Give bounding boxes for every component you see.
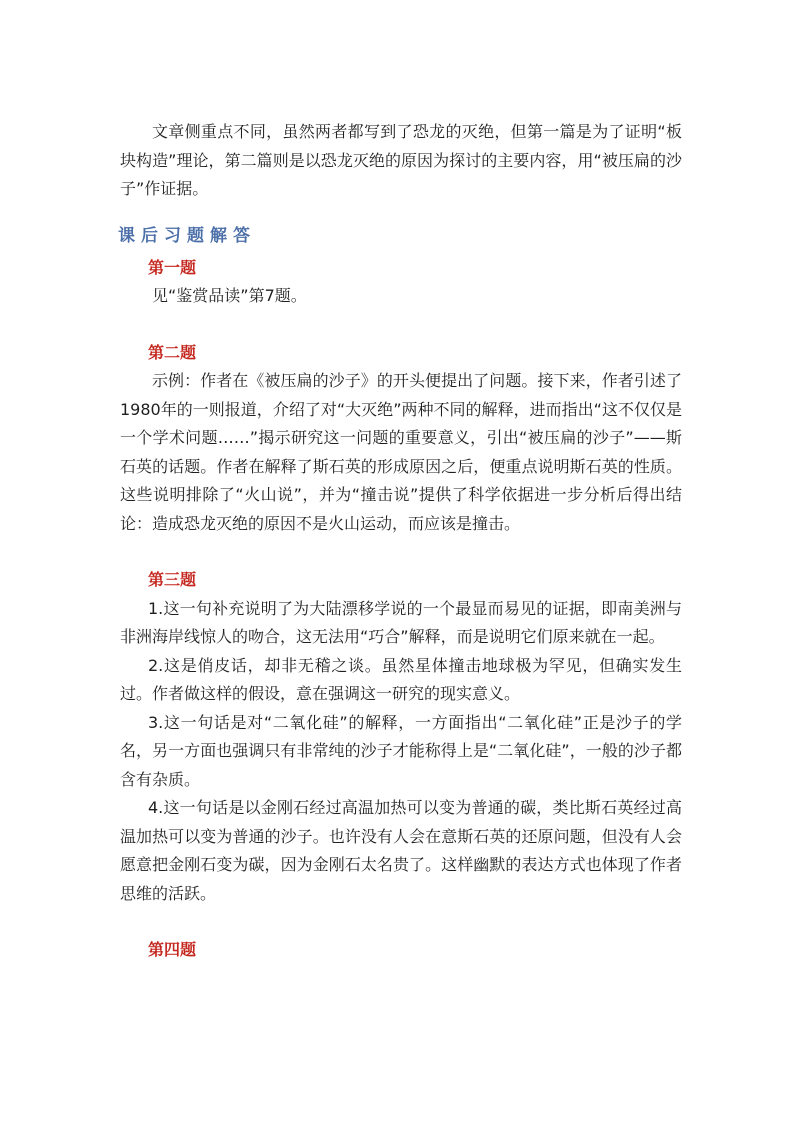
question-4-title: 第四题: [148, 940, 197, 959]
question-1-title: 第一题: [148, 257, 197, 277]
question-1-answer: 见“鉴赏品读”第7题。: [152, 286, 307, 305]
question-3-answer-3: 3.这一句话是对“二氧化硅”的解释，一方面指出“二氧化硅”正是沙子的学名，另一方面也强调只有非常纯的沙子才能称得上是“二氧化硅”，一般的沙子都含有杂质。: [120, 712, 682, 789]
question-3-answer-1: 1.这一句补充说明了为大陆漂移学说的一个最显而易见的证据，即南美洲与非洲海岸线惊人的吻合，这无法用“巧合”解释，而是说明它们原来就在一起。: [120, 598, 682, 646]
question-3-answer-4: 4.这一句话是以金刚石经过高温加热可以变为普通的碳，类比斯石英经过高温加热可以变为普通的沙子。也许没有人会在意斯石英的还原问题，但没有人会愿意把金刚石变为碳，因为金刚石太名贵了。这样幽默的表达方式也体现了作者思维的活跃。: [120, 798, 682, 903]
spacer: [120, 538, 682, 566]
spacer: [120, 908, 682, 936]
intro-paragraph: 文章侧重点不同，虽然两者都写到了恐龙的灭绝，但第一篇是为了证明“板块构造”理论，第二篇则是以恐龙灭绝的原因为探讨的主要内容，用“被压扁的沙子”作证据。: [120, 122, 682, 198]
question-3-answer-2: 2.这是俏皮话，却非无稽之谈。虽然星体撞击地球极为罕见，但确实发生过。作者做这样的假设，意在强调这一研究的现实意义。: [120, 655, 682, 703]
document-page: [120, 118, 682, 965]
question-2-answer: 示例：作者在《被压扁的沙子》的开头便提出了问题。接下来，作者引述了1980年的一则报道，介绍了对“大灭绝”两种不同的解释，进而指出“这不仅仅是一个学术问题……”揭示研究这一问题的重要意义，引出“被压扁的沙子”——斯石英的话题。作者在解释了斯石英的形成原因之后，便重点说明斯石英的性质。这些说明排除了“火山说”，并为“撞击说”提供了科学依据进一步分析后得出结论：造成恐龙灭绝的原因不是火山运动，而应该是撞击。: [120, 371, 682, 533]
section-title: 课后习题解答: [118, 225, 256, 246]
question-2-title: 第二题: [148, 342, 197, 362]
question-3-title: 第三题: [148, 570, 197, 589]
spacer: [120, 311, 682, 339]
